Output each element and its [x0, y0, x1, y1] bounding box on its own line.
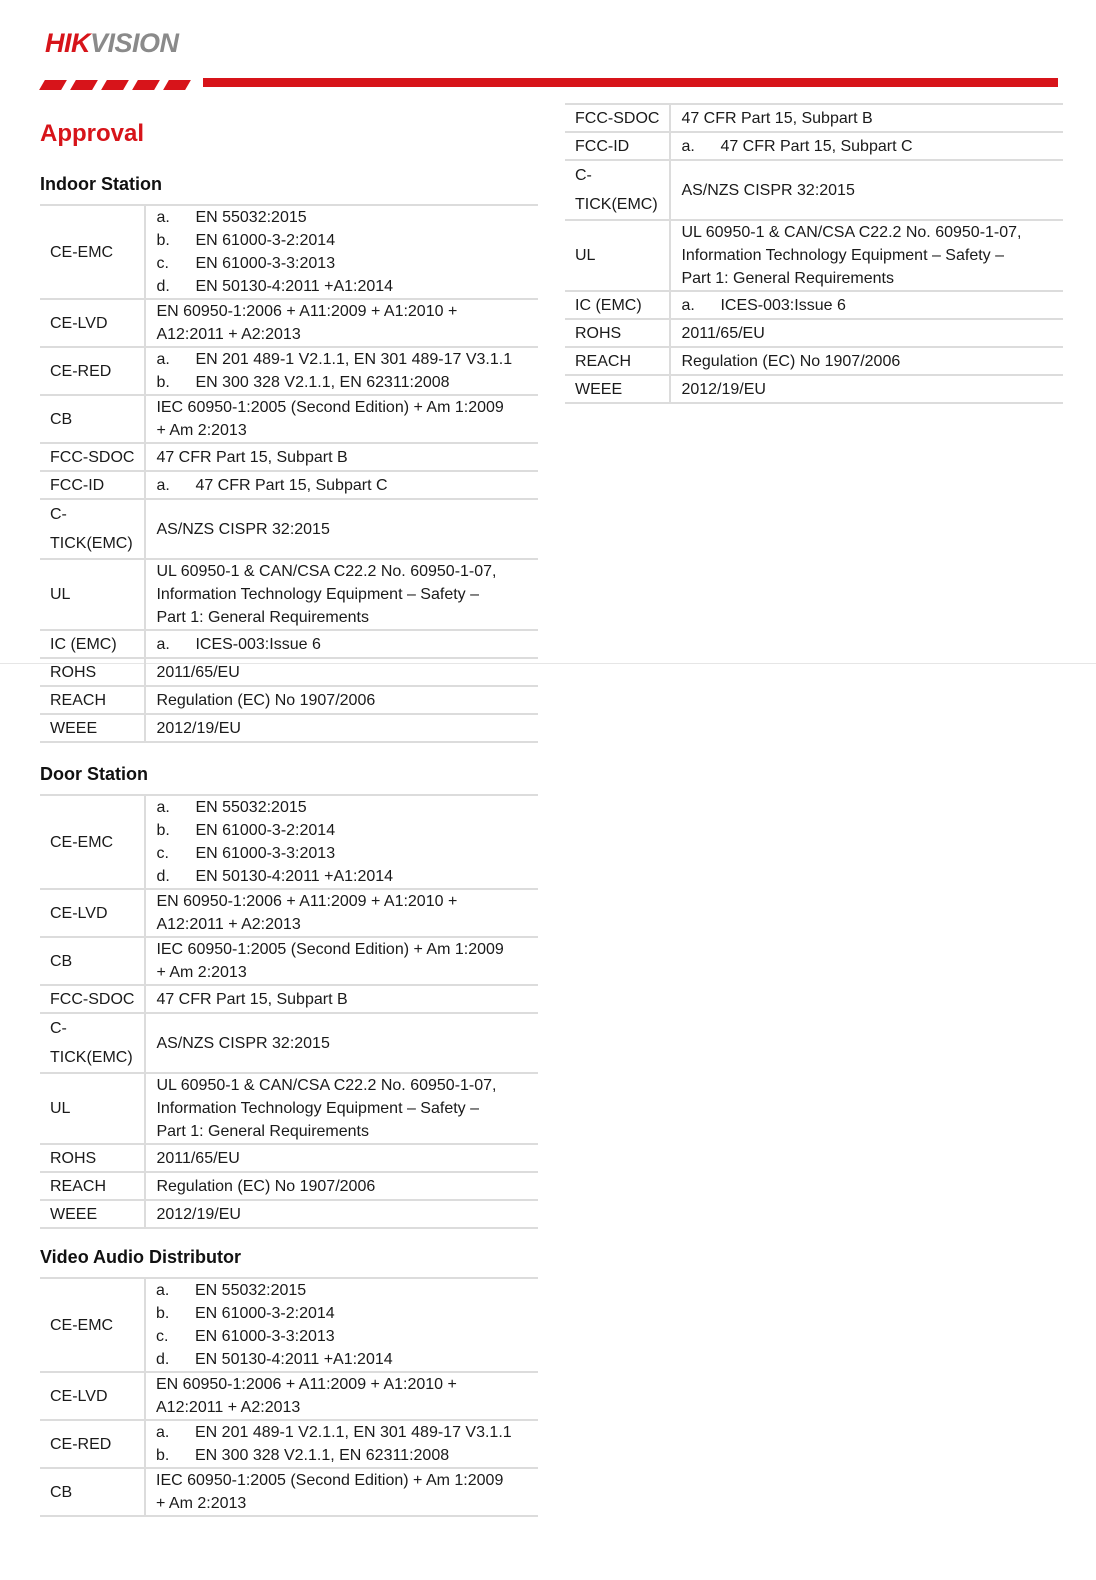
- table-row: [40, 630, 538, 658]
- value-line: [156, 1396, 528, 1419]
- standard-label: [565, 319, 670, 347]
- value-text: + Am 2:2013: [156, 1495, 247, 1512]
- table-row: [40, 205, 538, 299]
- label-line: FCC-SDOC: [50, 448, 135, 466]
- value-line: [156, 1469, 528, 1492]
- value-line: [156, 1348, 528, 1371]
- value-text: EN 61000-3-2:2014: [195, 232, 336, 249]
- value-text: Part 1: General Requirements: [156, 1123, 369, 1140]
- table-row: [40, 1372, 538, 1420]
- value-text: EN 50130-4:2011 +A1:2014: [195, 278, 394, 295]
- list-marker: a.: [681, 137, 695, 155]
- standard-value: [145, 1372, 538, 1420]
- standard-label: [40, 347, 145, 395]
- value-text: EN 55032:2015: [195, 1282, 307, 1299]
- list-marker: a.: [156, 799, 170, 816]
- standard-value: [145, 1073, 538, 1144]
- table-row: [40, 499, 538, 559]
- standard-label: [40, 395, 145, 443]
- label-line: REACH: [575, 352, 632, 370]
- standard-label: [40, 1468, 145, 1516]
- value-text: ICES-003:Issue 6: [720, 296, 846, 314]
- standard-value: [145, 205, 538, 299]
- value-line: [156, 1175, 528, 1198]
- value-line: [156, 300, 528, 323]
- value-line: [156, 419, 528, 442]
- value-line: [156, 842, 528, 865]
- section-heading: Indoor Station: [40, 174, 162, 194]
- value-text: EN 50130-4:2011 +A1:2014: [195, 868, 394, 885]
- table-row: [40, 1172, 538, 1200]
- value-line: [156, 323, 528, 346]
- label-line: UL: [50, 1100, 71, 1117]
- standard-label: [40, 471, 145, 499]
- value-text: 47 CFR Part 15, Subpart C: [195, 476, 388, 494]
- table-row: [40, 1200, 538, 1228]
- standard-value: [145, 714, 538, 742]
- value-text: EN 60950-1:2006 + A11:2009 + A1:2010 +: [156, 303, 458, 320]
- table-row: [40, 795, 538, 889]
- table-row: [40, 686, 538, 714]
- label-line: UL: [575, 247, 596, 264]
- list-marker: a.: [156, 635, 170, 653]
- value-text: Regulation (EC) No 1907/2006: [156, 691, 376, 709]
- standard-label: [40, 686, 145, 714]
- table-row: [40, 559, 538, 630]
- standard-label: [40, 630, 145, 658]
- value-text: Information Technology Equipment – Safety –: [156, 1100, 480, 1117]
- value-text: EN 60950-1:2006 + A11:2009 + A1:2010 +: [156, 1376, 457, 1393]
- label-line: CE-RED: [50, 362, 112, 380]
- standard-value: [145, 985, 538, 1013]
- standard-label: [565, 347, 670, 375]
- standard-value: [145, 299, 538, 347]
- list-marker: b.: [156, 232, 170, 249]
- standard-label: [40, 1172, 145, 1200]
- value-text: EN 61000-3-3:2013: [195, 1328, 335, 1345]
- list-marker: a.: [156, 1424, 170, 1441]
- value-text: 2011/65/EU: [681, 324, 765, 342]
- label-line: WEEE: [575, 380, 623, 398]
- value-line: [156, 1444, 528, 1467]
- value-line: [681, 179, 1053, 202]
- value-text: EN 60950-1:2006 + A11:2009 + A1:2010 +: [156, 893, 458, 910]
- value-text: 47 CFR Part 15, Subpart C: [720, 137, 913, 155]
- standard-label: [40, 1420, 145, 1468]
- standard-value: [145, 1420, 538, 1468]
- value-line: [156, 446, 528, 469]
- value-line: [156, 913, 528, 936]
- value-text: AS/NZS CISPR 32:2015: [156, 520, 330, 538]
- value-line: [156, 583, 528, 606]
- standard-label: [40, 985, 145, 1013]
- list-marker: c.: [156, 255, 169, 272]
- list-marker: c.: [156, 1328, 169, 1345]
- value-text: 47 CFR Part 15, Subpart B: [156, 448, 348, 466]
- list-marker: a.: [156, 476, 170, 494]
- label-line: REACH: [50, 691, 107, 709]
- label-line: UL: [50, 586, 71, 603]
- value-line: [156, 1097, 528, 1120]
- value-line: [681, 322, 1053, 345]
- value-text: 2011/65/EU: [156, 663, 240, 681]
- value-line: [156, 865, 528, 888]
- value-text: EN 201 489-1 V2.1.1, EN 301 489-17 V3.1.1: [195, 351, 513, 368]
- table-row: [565, 104, 1063, 132]
- table-row: [40, 1468, 538, 1516]
- standard-value: [145, 395, 538, 443]
- standard-value: [670, 160, 1063, 220]
- table-row: [40, 1420, 538, 1468]
- standard-value: [670, 132, 1063, 160]
- list-marker: a.: [681, 296, 695, 314]
- table-row: [40, 1278, 538, 1372]
- list-marker: d.: [156, 278, 170, 295]
- value-text: + Am 2:2013: [156, 422, 247, 439]
- table-row: [565, 375, 1063, 403]
- standard-value: [670, 347, 1063, 375]
- list-marker: b.: [156, 1305, 170, 1322]
- standard-value: [145, 795, 538, 889]
- value-line: [681, 267, 1053, 290]
- value-text: Part 1: General Requirements: [681, 270, 894, 287]
- value-text: UL 60950-1 & CAN/CSA C22.2 No. 60950-1-07,: [156, 563, 497, 580]
- value-line: [156, 1421, 528, 1444]
- value-line: [156, 474, 528, 497]
- standard-label: [565, 132, 670, 160]
- value-line: [156, 606, 528, 629]
- value-line: [681, 107, 1053, 130]
- label-line: WEEE: [50, 719, 98, 737]
- standard-label: [565, 291, 670, 319]
- value-line: [156, 819, 528, 842]
- standard-value: [145, 630, 538, 658]
- value-text: Information Technology Equipment – Safety –: [681, 247, 1005, 264]
- value-text: EN 55032:2015: [195, 799, 307, 816]
- table-row: [40, 395, 538, 443]
- standard-label: [40, 443, 145, 471]
- label-line: FCC-ID: [50, 476, 105, 494]
- value-line: [156, 938, 528, 961]
- table-row: [40, 1013, 538, 1073]
- value-line: [156, 348, 528, 371]
- value-line: [681, 135, 1053, 158]
- standard-label: [565, 375, 670, 403]
- label-line: CB: [50, 952, 73, 970]
- hikvision-logo: [45, 28, 179, 59]
- value-text: A12:2011 + A2:2013: [156, 326, 301, 343]
- value-line: [156, 661, 528, 684]
- standard-label: [40, 1200, 145, 1228]
- label-line: C-: [575, 167, 592, 184]
- standard-label: [40, 205, 145, 299]
- standard-label: [40, 499, 145, 559]
- value-line: [156, 1325, 528, 1348]
- label-line: CB: [50, 410, 73, 428]
- table-row: [565, 347, 1063, 375]
- table-row: [40, 1144, 538, 1172]
- label-line: CE-EMC: [50, 1316, 114, 1334]
- label-line: CE-LVD: [50, 904, 108, 922]
- value-text: 2011/65/EU: [156, 1149, 240, 1167]
- standard-label: [40, 1278, 145, 1372]
- list-marker: b.: [156, 1447, 170, 1464]
- standard-value: [145, 1172, 538, 1200]
- value-text: Information Technology Equipment – Safety –: [156, 586, 480, 603]
- value-text: AS/NZS CISPR 32:2015: [681, 181, 855, 199]
- header-stripes: [42, 77, 197, 95]
- list-marker: b.: [156, 374, 170, 391]
- standard-value: [145, 1013, 538, 1073]
- value-text: EN 300 328 V2.1.1, EN 62311:2008: [195, 1447, 450, 1464]
- value-line: [681, 221, 1053, 244]
- logo-part-gray: VISION: [90, 28, 179, 58]
- standard-label: [40, 1144, 145, 1172]
- value-text: EN 61000-3-3:2013: [195, 255, 336, 272]
- value-text: EN 55032:2015: [195, 209, 307, 226]
- value-line: [156, 689, 528, 712]
- label-line: CE-EMC: [50, 243, 114, 261]
- list-marker: a.: [156, 351, 170, 368]
- value-line: [156, 518, 528, 541]
- table-row: [565, 132, 1063, 160]
- label-line: IC (EMC): [50, 635, 117, 653]
- table-row: [40, 1073, 538, 1144]
- standard-label: [565, 220, 670, 291]
- label-line: TICK(EMC): [50, 535, 133, 552]
- standard-value: [145, 889, 538, 937]
- label-line: REACH: [50, 1177, 107, 1195]
- label-line: TICK(EMC): [50, 1049, 133, 1066]
- value-text: A12:2011 + A2:2013: [156, 1399, 301, 1416]
- value-text: EN 61000-3-2:2014: [195, 1305, 335, 1322]
- value-line: [156, 717, 528, 740]
- value-text: EN 61000-3-2:2014: [195, 822, 336, 839]
- label-line: CE-LVD: [50, 1387, 108, 1405]
- value-text: UL 60950-1 & CAN/CSA C22.2 No. 60950-1-07,: [681, 224, 1022, 241]
- standard-value: [670, 291, 1063, 319]
- standard-value: [145, 347, 538, 395]
- label-line: ROHS: [50, 1149, 97, 1167]
- standard-value: [670, 104, 1063, 132]
- list-marker: c.: [156, 845, 169, 862]
- value-line: [156, 1302, 528, 1325]
- list-marker: b.: [156, 822, 170, 839]
- value-line: [156, 961, 528, 984]
- approval-table: [565, 103, 1063, 404]
- standard-label: [40, 889, 145, 937]
- value-line: [156, 796, 528, 819]
- value-text: IEC 60950-1:2005 (Second Edition) + Am 1:2009: [156, 941, 504, 958]
- table-row: [40, 347, 538, 395]
- value-line: [156, 1074, 528, 1097]
- value-text: 2012/19/EU: [156, 719, 241, 737]
- value-line: [156, 560, 528, 583]
- value-line: [156, 371, 528, 394]
- label-line: C-: [50, 506, 67, 523]
- list-marker: d.: [156, 868, 170, 885]
- page-title: Approval: [40, 120, 145, 147]
- list-marker: a.: [156, 209, 170, 226]
- table-row: [40, 714, 538, 742]
- label-line: TICK(EMC): [575, 196, 658, 213]
- standard-label: [40, 559, 145, 630]
- approval-table: [40, 204, 538, 743]
- section-heading: Door Station: [40, 764, 148, 784]
- table-row: [40, 471, 538, 499]
- value-line: [681, 350, 1053, 373]
- value-line: [681, 378, 1053, 401]
- label-line: C-: [50, 1020, 67, 1037]
- table-row: [40, 889, 538, 937]
- section-heading: Video Audio Distributor: [40, 1247, 241, 1267]
- standard-label: [40, 1013, 145, 1073]
- standard-value: [670, 319, 1063, 347]
- value-text: UL 60950-1 & CAN/CSA C22.2 No. 60950-1-07,: [156, 1077, 497, 1094]
- label-line: CB: [50, 1483, 73, 1501]
- label-line: ROHS: [50, 663, 97, 681]
- value-line: [156, 1032, 528, 1055]
- value-text: EN 300 328 V2.1.1, EN 62311:2008: [195, 374, 450, 391]
- standard-value: [145, 658, 538, 686]
- standard-label: [565, 104, 670, 132]
- standard-label: [40, 1372, 145, 1420]
- standard-value: [145, 559, 538, 630]
- value-line: [156, 1147, 528, 1170]
- value-text: 47 CFR Part 15, Subpart B: [156, 990, 348, 1008]
- table-row: [565, 291, 1063, 319]
- value-text: 2012/19/EU: [681, 380, 766, 398]
- value-text: IEC 60950-1:2005 (Second Edition) + Am 1:2009: [156, 1472, 504, 1489]
- approval-table: [40, 794, 538, 1229]
- table-row: [565, 160, 1063, 220]
- standard-label: [40, 658, 145, 686]
- value-text: Regulation (EC) No 1907/2006: [156, 1177, 376, 1195]
- value-text: AS/NZS CISPR 32:2015: [156, 1034, 330, 1052]
- value-text: + Am 2:2013: [156, 964, 247, 981]
- standard-value: [670, 375, 1063, 403]
- value-line: [156, 1279, 528, 1302]
- standard-value: [145, 499, 538, 559]
- standard-label: [40, 1073, 145, 1144]
- value-line: [156, 633, 528, 656]
- label-line: CE-LVD: [50, 314, 108, 332]
- label-line: FCC-SDOC: [575, 109, 660, 127]
- standard-label: [40, 299, 145, 347]
- table-row: [40, 658, 538, 686]
- value-text: 47 CFR Part 15, Subpart B: [681, 109, 873, 127]
- value-text: EN 201 489-1 V2.1.1, EN 301 489-17 V3.1.1: [195, 1424, 512, 1441]
- standard-value: [145, 1278, 538, 1372]
- value-line: [156, 1373, 528, 1396]
- value-text: EN 61000-3-3:2013: [195, 845, 336, 862]
- standard-value: [145, 686, 538, 714]
- approval-table: [40, 1277, 538, 1517]
- standard-value: [145, 471, 538, 499]
- value-line: [681, 244, 1053, 267]
- standard-value: [145, 1200, 538, 1228]
- list-marker: a.: [156, 1282, 170, 1299]
- label-line: FCC-ID: [575, 137, 630, 155]
- list-marker: d.: [156, 1351, 170, 1368]
- label-line: ROHS: [575, 324, 622, 342]
- label-line: FCC-SDOC: [50, 990, 135, 1008]
- label-line: IC (EMC): [575, 296, 642, 314]
- value-line: [156, 1120, 528, 1143]
- standard-label: [40, 714, 145, 742]
- value-line: [156, 206, 528, 229]
- value-line: [156, 252, 528, 275]
- header-bar: [203, 78, 1058, 87]
- value-text: A12:2011 + A2:2013: [156, 916, 301, 933]
- value-text: EN 50130-4:2011 +A1:2014: [195, 1351, 393, 1368]
- value-line: [156, 1492, 528, 1515]
- standard-value: [145, 1144, 538, 1172]
- standard-label: [565, 160, 670, 220]
- value-text: Regulation (EC) No 1907/2006: [681, 352, 901, 370]
- value-line: [156, 229, 528, 252]
- value-line: [156, 1203, 528, 1226]
- value-text: IEC 60950-1:2005 (Second Edition) + Am 1:2009: [156, 399, 504, 416]
- table-row: [565, 220, 1063, 291]
- label-line: CE-EMC: [50, 833, 114, 851]
- value-line: [156, 396, 528, 419]
- table-row: [40, 985, 538, 1013]
- standard-value: [145, 443, 538, 471]
- standard-label: [40, 795, 145, 889]
- label-line: CE-RED: [50, 1435, 112, 1453]
- table-row: [40, 937, 538, 985]
- value-line: [156, 275, 528, 298]
- value-text: 2012/19/EU: [156, 1205, 241, 1223]
- table-row: [40, 299, 538, 347]
- standard-value: [145, 937, 538, 985]
- standard-value: [145, 1468, 538, 1516]
- logo-part-red: HIK: [45, 28, 90, 58]
- value-line: [156, 890, 528, 913]
- value-text: Part 1: General Requirements: [156, 609, 369, 626]
- standard-value: [670, 220, 1063, 291]
- label-line: WEEE: [50, 1205, 98, 1223]
- table-row: [565, 319, 1063, 347]
- standard-label: [40, 937, 145, 985]
- value-text: ICES-003:Issue 6: [195, 635, 321, 653]
- table-row: [40, 443, 538, 471]
- value-line: [156, 988, 528, 1011]
- value-line: [681, 294, 1053, 317]
